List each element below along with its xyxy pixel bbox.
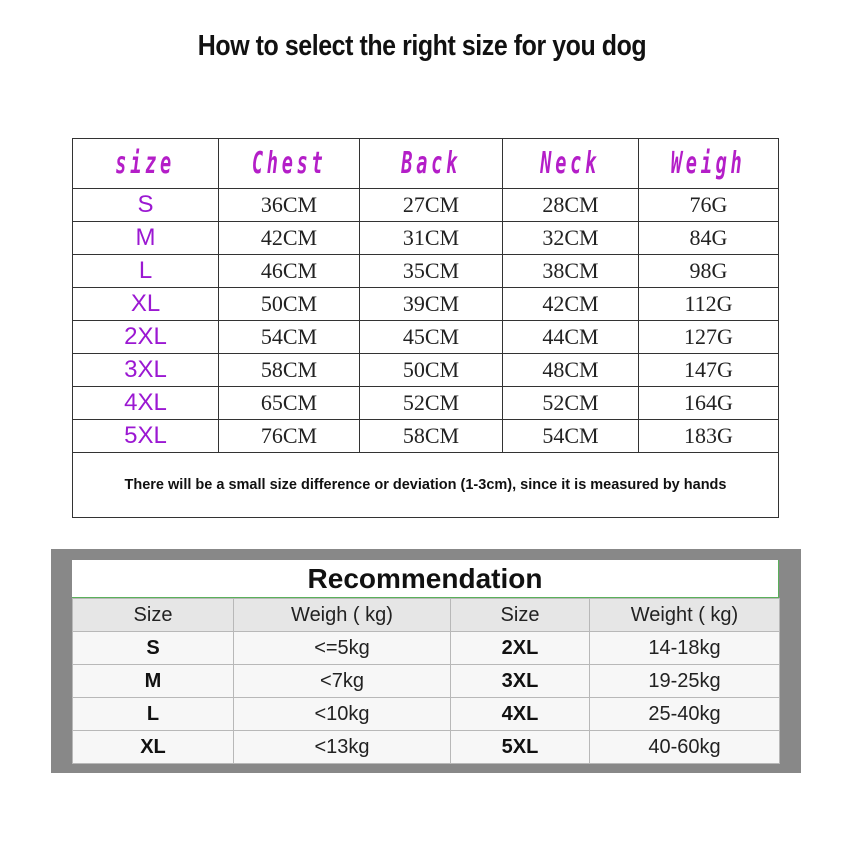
neck-value: 38CM bbox=[503, 255, 639, 288]
neck-value: 42CM bbox=[503, 288, 639, 321]
size-label: 5XL bbox=[73, 420, 219, 453]
rec-weight-b: 40-60kg bbox=[590, 731, 780, 764]
size-label: L bbox=[73, 255, 219, 288]
neck-value: 52CM bbox=[503, 387, 639, 420]
table-row bbox=[73, 189, 779, 222]
table-row bbox=[73, 420, 779, 453]
table-row bbox=[73, 731, 780, 764]
chest-value: 58CM bbox=[219, 354, 360, 387]
neck-value: 32CM bbox=[503, 222, 639, 255]
size-label: 4XL bbox=[73, 387, 219, 420]
weigh-value: 147G bbox=[639, 354, 779, 387]
header-weigh: Weigh bbox=[671, 146, 746, 181]
recommendation-title: Recommendation bbox=[72, 560, 779, 598]
weigh-value: 183G bbox=[639, 420, 779, 453]
table-row bbox=[73, 222, 779, 255]
rec-header-weigh: Weigh ( kg) bbox=[234, 599, 451, 632]
neck-value: 44CM bbox=[503, 321, 639, 354]
size-label: 3XL bbox=[73, 354, 219, 387]
rec-size-b: 2XL bbox=[451, 632, 590, 665]
rec-weight-a: <7kg bbox=[234, 665, 451, 698]
size-label: M bbox=[73, 222, 219, 255]
rec-weight-b: 19-25kg bbox=[590, 665, 780, 698]
neck-value: 48CM bbox=[503, 354, 639, 387]
neck-value: 28CM bbox=[503, 189, 639, 222]
page-title: How to select the right size for you dog bbox=[197, 30, 647, 62]
neck-value: 54CM bbox=[503, 420, 639, 453]
table-row bbox=[73, 288, 779, 321]
rec-weight-a: <10kg bbox=[234, 698, 451, 731]
chest-value: 36CM bbox=[219, 189, 360, 222]
rec-size-a: XL bbox=[73, 731, 234, 764]
size-chart-table bbox=[72, 138, 779, 518]
rec-weight-a: <13kg bbox=[234, 731, 451, 764]
table-row bbox=[73, 321, 779, 354]
rec-size-b: 4XL bbox=[451, 698, 590, 731]
rec-size-b: 3XL bbox=[451, 665, 590, 698]
rec-size-a: M bbox=[73, 665, 234, 698]
size-label: XL bbox=[73, 288, 219, 321]
back-value: 58CM bbox=[360, 420, 503, 453]
rec-size-b: 5XL bbox=[451, 731, 590, 764]
size-chart-header-row bbox=[73, 139, 779, 189]
recommendation-inner bbox=[72, 560, 779, 759]
weigh-value: 164G bbox=[639, 387, 779, 420]
chest-value: 42CM bbox=[219, 222, 360, 255]
weigh-value: 112G bbox=[639, 288, 779, 321]
table-row bbox=[73, 698, 780, 731]
chest-value: 46CM bbox=[219, 255, 360, 288]
rec-header-size: Size bbox=[73, 599, 234, 632]
chest-value: 65CM bbox=[219, 387, 360, 420]
weigh-value: 76G bbox=[639, 189, 779, 222]
weigh-value: 84G bbox=[639, 222, 779, 255]
rec-size-a: L bbox=[73, 698, 234, 731]
measurement-note: There will be a small size difference or deviation (1-3cm), since it is measured by hands bbox=[124, 477, 727, 493]
recommendation-table bbox=[72, 598, 780, 764]
rec-weight-a: <=5kg bbox=[234, 632, 451, 665]
weigh-value: 127G bbox=[639, 321, 779, 354]
weigh-value: 98G bbox=[639, 255, 779, 288]
table-row bbox=[73, 632, 780, 665]
header-chest: Chest bbox=[251, 146, 327, 181]
chest-value: 54CM bbox=[219, 321, 360, 354]
recommendation-panel bbox=[51, 549, 801, 773]
table-row bbox=[73, 387, 779, 420]
table-row bbox=[73, 354, 779, 387]
header-size: size bbox=[115, 146, 176, 181]
rec-header-size-2: Size bbox=[451, 599, 590, 632]
recommendation-header-row bbox=[73, 599, 780, 632]
chest-value: 76CM bbox=[219, 420, 360, 453]
rec-weight-b: 25-40kg bbox=[590, 698, 780, 731]
back-value: 27CM bbox=[360, 189, 503, 222]
rec-weight-b: 14-18kg bbox=[590, 632, 780, 665]
back-value: 52CM bbox=[360, 387, 503, 420]
back-value: 39CM bbox=[360, 288, 503, 321]
back-value: 35CM bbox=[360, 255, 503, 288]
back-value: 50CM bbox=[360, 354, 503, 387]
back-value: 31CM bbox=[360, 222, 503, 255]
rec-size-a: S bbox=[73, 632, 234, 665]
chest-value: 50CM bbox=[219, 288, 360, 321]
back-value: 45CM bbox=[360, 321, 503, 354]
note-row bbox=[73, 453, 779, 518]
header-neck: Neck bbox=[540, 146, 601, 181]
rec-header-weight: Weight ( kg) bbox=[590, 599, 780, 632]
size-label: S bbox=[73, 189, 219, 222]
size-label: 2XL bbox=[73, 321, 219, 354]
table-row bbox=[73, 665, 780, 698]
table-row bbox=[73, 255, 779, 288]
header-back: Back bbox=[401, 146, 461, 181]
